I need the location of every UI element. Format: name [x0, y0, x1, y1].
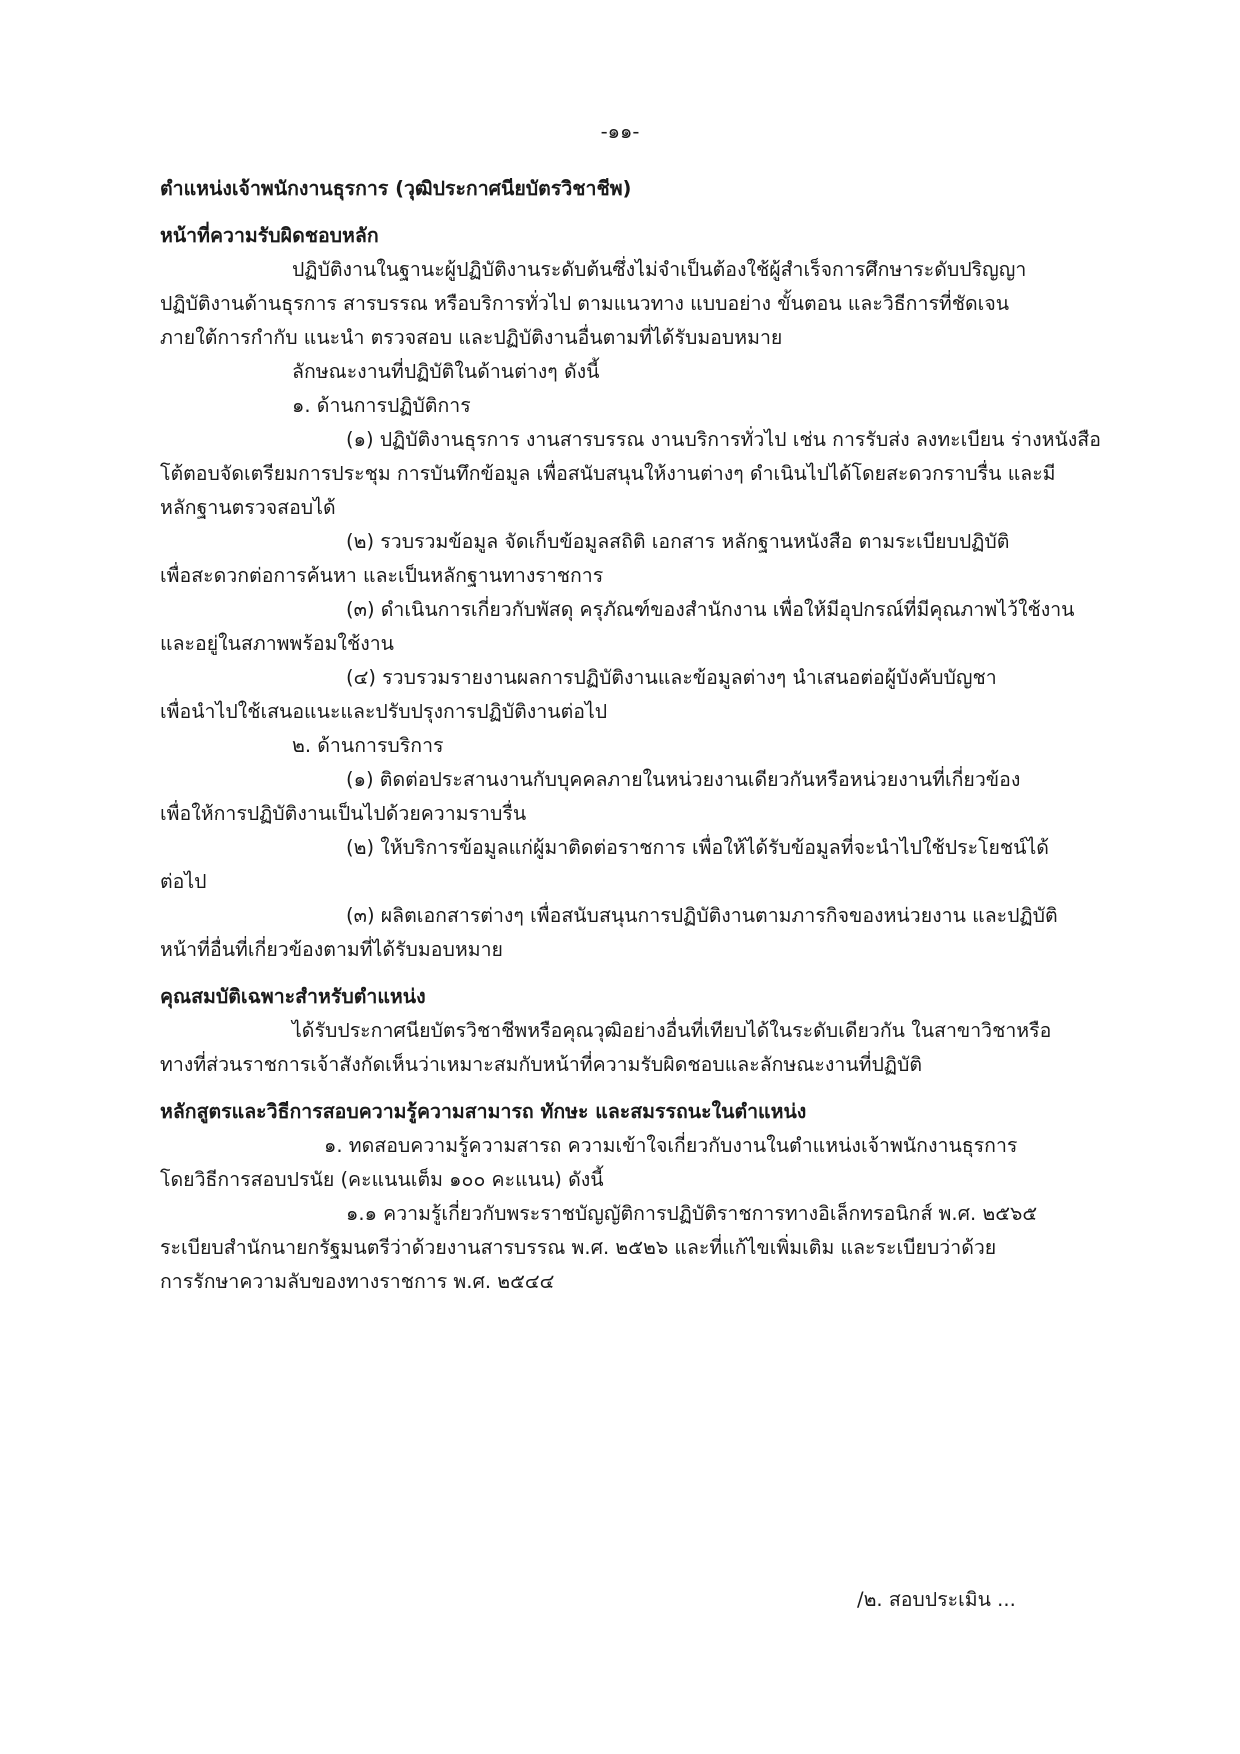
- continued-next-page: /๒. สอบประเมิน ...: [857, 1588, 1016, 1611]
- exam-item-1-1-line-3: การรักษาความลับของทางราชการ พ.ศ. ๒๕๔๔: [160, 1270, 555, 1293]
- operations-item-1-line-1: (๑) ปฏิบัติงานธุรการ งานสารบรรณ งานบริการทั่วไป เช่น การรับส่ง ลงทะเบียน ร่างหนังสือ: [346, 428, 1101, 451]
- exam-item-1-line-1: ๑. ทดสอบความรู้ความสารถ ความเข้าใจเกี่ยวกับงานในตำแหน่งเจ้าพนักงานธุรการ: [324, 1134, 1018, 1157]
- services-item-2-line-1: (๒) ให้บริการข้อมูลแก่ผู้มาติดต่อราชการ เพื่อให้ได้รับข้อมูลที่จะนำไปใช้ประโยชน์ได้: [346, 836, 1049, 859]
- operations-item-1-line-3: หลักฐานตรวจสอบได้: [160, 496, 336, 519]
- operations-item-3-line-2: และอยู่ในสภาพพร้อมใช้งาน: [160, 632, 394, 655]
- operations-item-1-line-2: โต้ตอบจัดเตรียมการประชุม การบันทึกข้อมูล เพื่อสนับสนุนให้งานต่างๆ ดำเนินไปได้โดยสะดวกราบรื่น และมี: [160, 462, 1056, 485]
- services-item-1-line-1: (๑) ติดต่อประสานงานกับบุคคลภายในหน่วยงานเดียวกันหรือหน่วยงานที่เกี่ยวข้อง: [346, 768, 1021, 791]
- section-operations-label: ๑. ด้านการปฏิบัติการ: [292, 394, 471, 417]
- services-item-2-line-2: ต่อไป: [160, 870, 207, 893]
- operations-item-3-line-1: (๓) ดำเนินการเกี่ยวกับพัสดุ ครุภัณฑ์ของสำนักงาน เพื่อให้มีอุปกรณ์ที่มีคุณภาพไว้ใช้งาน: [346, 598, 1075, 621]
- exam-item-1-line-2: โดยวิธีการสอบปรนัย (คะแนนเต็ม ๑๐๐ คะแนน) ดังนี้: [160, 1168, 604, 1191]
- section-services-label: ๒. ด้านการบริการ: [292, 734, 444, 757]
- page-number: -๑๑-: [600, 120, 640, 143]
- operations-item-4-line-2: เพื่อนำไปใช้เสนอแนะและปรับปรุงการปฏิบัติงานต่อไป: [160, 700, 608, 723]
- duties-intro-line-3: ภายใต้การกำกับ แนะนำ ตรวจสอบ และปฏิบัติงานอื่นตามที่ได้รับมอบหมาย: [160, 326, 783, 349]
- services-item-1-line-2: เพื่อให้การปฏิบัติงานเป็นไปด้วยความราบรื่น: [160, 802, 527, 825]
- duties-intro-line-1: ปฏิบัติงานในฐานะผู้ปฏิบัติงานระดับต้นซึ่งไม่จำเป็นต้องใช้ผู้สำเร็จการศึกษาระดับปริญญา: [292, 258, 1027, 281]
- exam-item-1-1-line-2: ระเบียบสำนักนายกรัฐมนตรีว่าด้วยงานสารบรรณ พ.ศ. ๒๕๒๖ และที่แก้ไขเพิ่มเติม และระเบียบว่าด้วย: [160, 1236, 997, 1259]
- operations-item-2-line-1: (๒) รวบรวมข้อมูล จัดเก็บข้อมูลสถิติ เอกสาร หลักฐานหนังสือ ตามระเบียบปฏิบัติ: [346, 530, 1010, 553]
- exam-item-1-1-line-1: ๑.๑ ความรู้เกี่ยวกับพระราชบัญญัติการปฏิบัติราชการทางอิเล็กทรอนิกส์ พ.ศ. ๒๕๖๕: [346, 1202, 1038, 1225]
- operations-item-2-line-2: เพื่อสะดวกต่อการค้นหา และเป็นหลักฐานทางราชการ: [160, 564, 604, 587]
- qualifications-heading: คุณสมบัติเฉพาะสำหรับตำแหน่ง: [160, 985, 426, 1008]
- services-item-3-line-2: หน้าที่อื่นที่เกี่ยวข้องตามที่ได้รับมอบหมาย: [160, 938, 503, 961]
- duties-intro-line-2: ปฏิบัติงานด้านธุรการ สารบรรณ หรือบริการทั่วไป ตามแนวทาง แบบอย่าง ขั้นตอน และวิธีการที่ชัดเจน: [160, 292, 1010, 315]
- qualifications-line-2: ทางที่ส่วนราชการเจ้าสังกัดเห็นว่าเหมาะสมกับหน้าที่ความรับผิดชอบและลักษณะงานที่ปฏิบัติ: [160, 1053, 923, 1076]
- qualifications-line-1: ได้รับประกาศนียบัตรวิชาชีพหรือคุณวุฒิอย่างอื่นที่เทียบได้ในระดับเดียวกัน ในสาขาวิชาหรือ: [292, 1019, 1052, 1042]
- duties-heading: หน้าที่ความรับผิดชอบหลัก: [160, 224, 379, 247]
- exam-heading: หลักสูตรและวิธีการสอบความรู้ความสามารถ ทักษะ และสมรรถนะในตำแหน่ง: [160, 1100, 807, 1123]
- services-item-3-line-1: (๓) ผลิตเอกสารต่างๆ เพื่อสนับสนุนการปฏิบัติงานตามภารกิจของหน่วยงาน และปฏิบัติ: [346, 904, 1058, 927]
- work-types-intro: ลักษณะงานที่ปฏิบัติในด้านต่างๆ ดังนี้: [292, 360, 600, 383]
- operations-item-4-line-1: (๔) รวบรวมรายงานผลการปฏิบัติงานและข้อมูลต่างๆ นำเสนอต่อผู้บังคับบัญชา: [346, 666, 997, 689]
- page-title: ตำแหน่งเจ้าพนักงานธุรการ (วุฒิประกาศนียบัตรวิชาชีพ): [160, 177, 632, 200]
